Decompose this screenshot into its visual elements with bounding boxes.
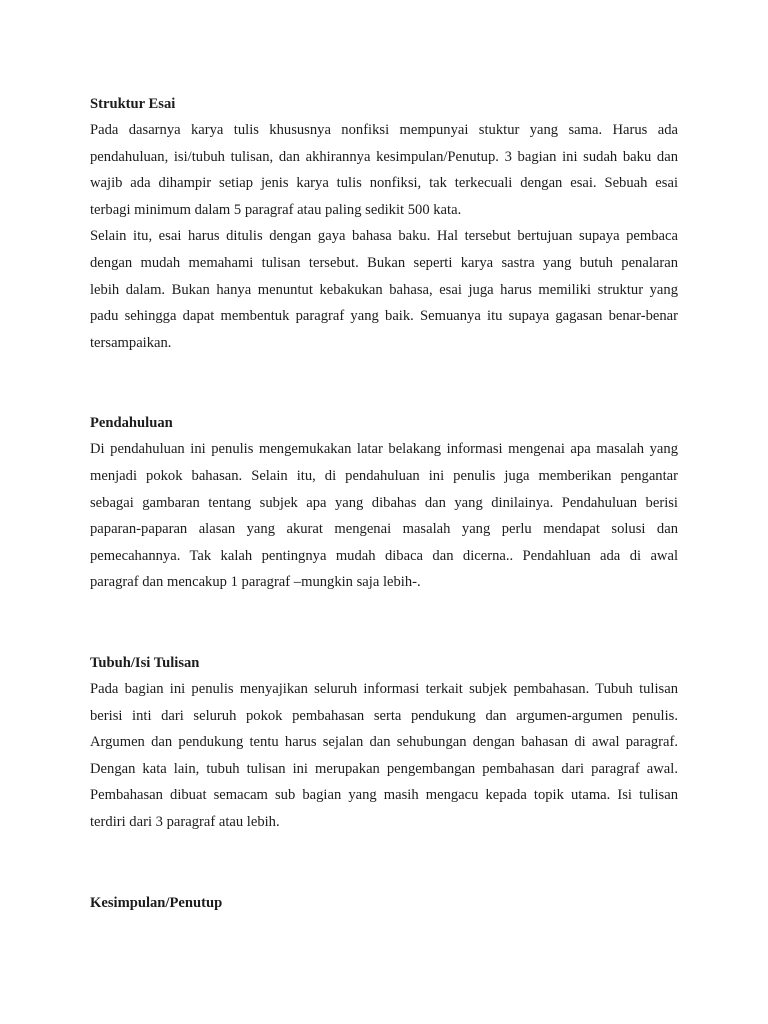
- text-line: Selain itu, esai harus ditulis dengan gaya bahasa baku. Hal tersebut bertujuan supaya pembaca: [90, 228, 678, 245]
- text-line: pendahuluan, isi/tubuh tulisan, dan akhirannya kesimpulan/Penutup. 3 bagian ini sudah baku dan: [90, 148, 678, 165]
- paragraph: [90, 436, 678, 596]
- document-content: [90, 91, 678, 916]
- section-heading-kesimpulan-penutup: Kesimpulan/Penutup: [90, 895, 223, 912]
- section-spacer: [90, 356, 678, 410]
- text-line: Pada dasarnya karya tulis khususnya nonfiksi mempunyai stuktur yang sama. Harus ada: [90, 122, 678, 138]
- paragraph: [90, 676, 678, 836]
- text-line: terdiri dari 3 paragraf atau lebih.: [90, 813, 280, 830]
- text-line: paragraf dan mencakup 1 paragraf –mungkin saja lebih-.: [90, 574, 421, 591]
- text-line: Dengan kata lain, tubuh tulisan ini merupakan pengembangan pembahasan dari paragraf awal.: [90, 760, 678, 777]
- text-line: menjadi pokok bahasan. Selain itu, di pendahuluan ini penulis juga memberikan pengantar: [90, 467, 678, 484]
- section-heading-tubuh-isi-tulisan: Tubuh/Isi Tulisan: [90, 654, 200, 671]
- text-line: Argumen dan pendukung tentu harus sejalan dan sehubungan dengan bahasan di awal paragraf.: [90, 734, 678, 751]
- paragraph: [90, 223, 678, 356]
- text-line: wajib ada dihampir setiap jenis karya tulis nonfiksi, tak terkecuali dengan esai. Sebuah esai: [90, 175, 678, 192]
- paragraph: [90, 117, 678, 223]
- text-line: Pada bagian ini penulis menyajikan seluruh informasi terkait subjek pembahasan. Tubuh tulisan: [90, 680, 678, 697]
- section-heading-pendahuluan: Pendahuluan: [90, 415, 173, 432]
- text-line: berisi inti dari seluruh pokok pembahasan serta pendukung dan argumen-argumen penulis.: [90, 707, 678, 724]
- section-heading-struktur-esai: Struktur Esai: [90, 96, 176, 112]
- text-line: tersampaikan.: [90, 334, 172, 351]
- text-line: Pembahasan dibuat semacam sub bagian yang masih mengacu kepada topik utama. Isi tulisan: [90, 787, 678, 804]
- text-line: sebagai gambaran tentang subjek apa yang dibahas dan yang dinilainya. Pendahuluan berisi: [90, 494, 678, 511]
- text-line: terbagi minimum dalam 5 paragraf atau paling sedikit 500 kata.: [90, 201, 462, 218]
- section-spacer: [90, 596, 678, 650]
- section-spacer: [90, 835, 678, 890]
- text-line: padu sehingga dapat membentuk paragraf yang baik. Semuanya itu supaya gagasan benar-benar: [90, 308, 678, 325]
- text-line: dengan mudah memahami tulisan tersebut. Bukan seperti karya sastra yang butuh penalaran: [90, 254, 678, 271]
- text-line: Di pendahuluan ini penulis mengemukakan latar belakang informasi mengenai apa masalah yang: [90, 441, 678, 458]
- text-line: paparan-paparan alasan yang akurat mengenai masalah yang perlu mendapat solusi dan: [90, 521, 678, 538]
- text-line: lebih dalam. Bukan hanya menuntut kebakukan bahasa, esai juga harus memiliki struktur yang: [90, 281, 678, 298]
- text-line: pemecahannya. Tak kalah pentingnya mudah dibaca dan dicerna.. Pendahluan ada di awal: [90, 547, 678, 564]
